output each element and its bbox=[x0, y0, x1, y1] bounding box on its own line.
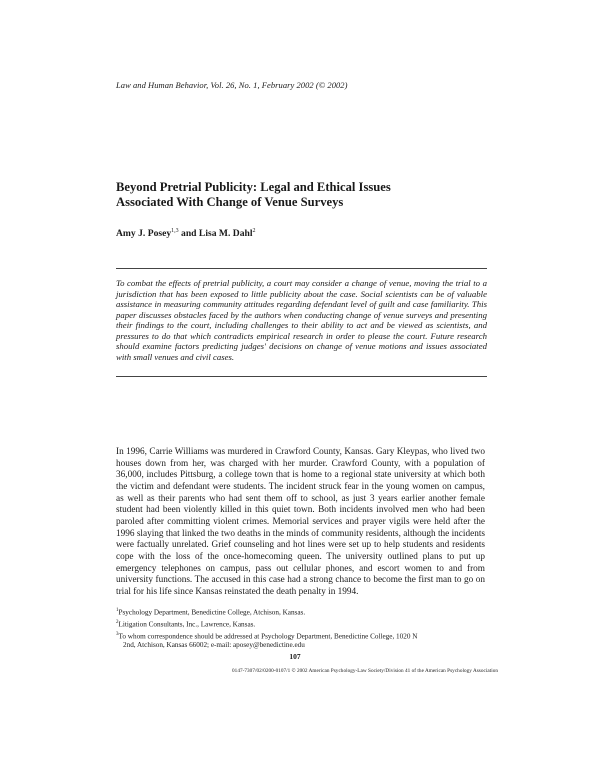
footnote-mark: 2 bbox=[116, 619, 119, 625]
author-name: Amy J. Posey bbox=[116, 228, 172, 240]
journal-citation: Law and Human Behavior, Vol. 26, No. 1, February 2002 (© 2002) bbox=[116, 80, 348, 90]
author-affiliation-mark: 2 bbox=[252, 228, 256, 234]
abstract-top-rule bbox=[116, 268, 487, 269]
footnote-text: 2nd, Atchison, Kansas 66002; e-mail: aposey@benedictine.edu bbox=[123, 641, 305, 650]
author-affiliation-mark: 1,3 bbox=[171, 228, 179, 234]
footnote-text: To whom correspondence should be addressed at Psychology Department, Benedictine College, 1020 N bbox=[118, 631, 418, 640]
abstract: To combat the effects of pretrial publicity, a court may consider a change of venue, moving the trial to a jurisdiction that has been exposed to little publicity about the case. Social scientists can be of valuable assistance in measuring community attitudes regarding defendant level of guilt and case familiarity. This paper discusses obstacles faced by the authors when conducting change of venue surveys and presenting their findings to the court, including challenges to their ability to act and be viewed as scientists, and pressures to do that which contradicts empirical research in order to please the court. Future research should examine factors predicting judges' decisions on change of venue motions and issues associated with small venues and civil cases. bbox=[116, 278, 487, 362]
footnote bbox=[116, 630, 488, 642]
author-separator: and bbox=[178, 228, 199, 240]
footnote-mark: 1 bbox=[116, 608, 119, 613]
footnotes bbox=[116, 606, 488, 651]
footnote bbox=[116, 606, 488, 618]
title-line-2: Associated With Change of Venue Surveys bbox=[116, 195, 344, 209]
footnote-mark: 3 bbox=[116, 631, 119, 637]
page-number: 107 bbox=[289, 652, 301, 661]
footnote bbox=[116, 618, 488, 630]
copyright-line: 0147-7307/02/0200-0107/1 © 2002 American Psychology-Law Society/Division 41 of the American Psychology Association bbox=[232, 668, 498, 674]
footnote-text: Litigation Consultants, Inc., Lawrence, Kansas. bbox=[118, 620, 256, 629]
author-list bbox=[116, 228, 496, 239]
abstract-bottom-rule bbox=[116, 376, 487, 377]
article-title bbox=[116, 180, 496, 210]
author-name: Lisa M. Dahl bbox=[198, 228, 253, 240]
body-paragraph: In 1996, Carrie Williams was murdered in Crawford County, Kansas. Gary Kleypas, who lived two houses down from her, was charged with her murder. Crawford County, with a population of 36,000, includes Pittsburg, a college town that is home to a regional state university at which both the victim and defendant were students. The incident struck fear in the young women on campus, as well as their parents who had sent them off to school, as just 3 years earlier another female student had been violently killed in this quiet town. Both incidents involved men who had been paroled after committing violent crimes. Memorial services and prayer vigils were held after the 1996 slaying that linked the two deaths in the minds of community residents, although the incidents were factually unrelated. Grief counseling and hot lines were set up to help students and residents cope with the loss of the once-homecoming queen. The university outlined plans to put up emergency telephones on campus, pass out cellular phones, and escort women to and from university functions. The accused in this case had a strong chance to become the first man to go on trial for his life since Kansas reinstated the death penalty in 1994. bbox=[116, 447, 485, 597]
title-line-1: Beyond Pretrial Publicity: Legal and Ethical Issues bbox=[116, 180, 391, 194]
footnote-text: Psychology Department, Benedictine College, Atchison, Kansas. bbox=[118, 608, 306, 617]
footnote-continuation bbox=[116, 641, 488, 650]
